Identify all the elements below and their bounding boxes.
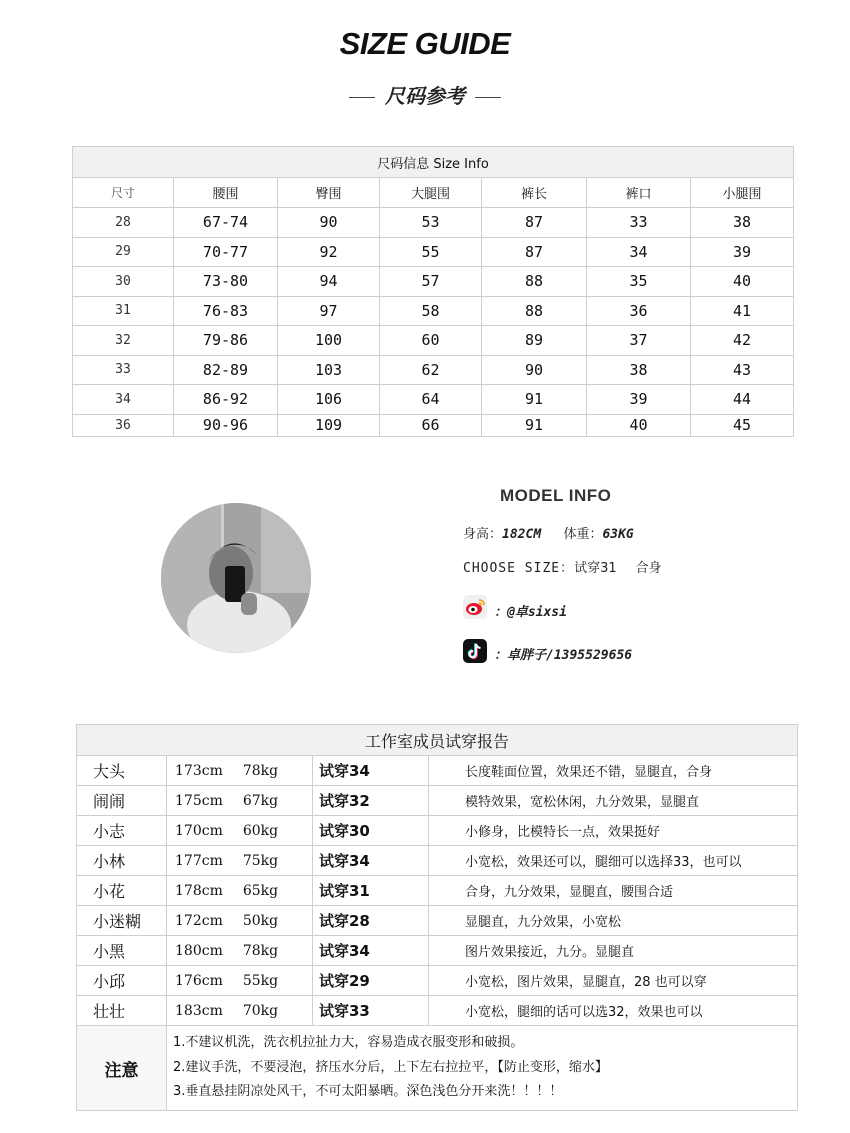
size-column-header: 裤口 <box>587 178 691 208</box>
report-row <box>77 846 798 876</box>
table-cell: 60 <box>380 326 482 356</box>
member-weight: 50kg <box>242 912 279 929</box>
table-cell: 86-92 <box>174 385 278 415</box>
size-table-header <box>73 178 794 208</box>
tried-size: 试穿32 <box>313 786 429 816</box>
table-cell: 37 <box>587 326 691 356</box>
fit-note: 显腿直，九分效果，小宽松 <box>429 906 798 936</box>
report-row <box>77 936 798 966</box>
member-height: 178cm <box>175 882 223 899</box>
report-row <box>77 816 798 846</box>
tried-size: 试穿31 <box>313 876 429 906</box>
member-height: 183cm <box>175 1002 223 1019</box>
member-height: 175cm <box>175 792 223 809</box>
table-cell: 39 <box>691 237 794 267</box>
member-weight: 60kg <box>242 822 279 839</box>
weight-value: 63KG <box>602 527 634 542</box>
table-cell: 33 <box>73 355 174 385</box>
table-cell: 40 <box>691 267 794 297</box>
height-label: 身高： <box>463 527 503 542</box>
table-cell: 92 <box>278 237 380 267</box>
table-cell: 90 <box>278 208 380 238</box>
table-cell: 28 <box>73 208 174 238</box>
choose-fit: 合身 <box>635 561 662 576</box>
table-cell: 45 <box>691 414 794 436</box>
member-name: 大头 <box>77 756 167 786</box>
table-cell: 38 <box>587 355 691 385</box>
member-name: 小迷糊 <box>77 906 167 936</box>
table-cell: 62 <box>380 355 482 385</box>
table-cell: 82-89 <box>174 355 278 385</box>
model-info-title: MODEL INFO <box>500 486 612 505</box>
table-cell: 64 <box>380 385 482 415</box>
model-avatar <box>161 503 311 653</box>
member-weight: 55kg <box>242 972 279 989</box>
member-height-weight <box>167 936 313 966</box>
report-row <box>77 966 798 996</box>
member-height-weight <box>167 846 313 876</box>
table-cell: 90 <box>482 355 587 385</box>
choose-label: CHOOSE SIZE： <box>463 561 575 576</box>
member-weight: 70kg <box>242 1002 279 1019</box>
table-cell: 53 <box>380 208 482 238</box>
douyin-icon[interactable] <box>463 639 487 663</box>
table-cell: 79-86 <box>174 326 278 356</box>
member-weight: 75kg <box>242 852 279 869</box>
table-row <box>73 237 794 267</box>
page-title: SIZE GUIDE <box>339 26 511 61</box>
table-cell: 67-74 <box>174 208 278 238</box>
member-height: 173cm <box>175 762 223 779</box>
table-cell: 41 <box>691 296 794 326</box>
fit-note: 小修身，比模特长一点，效果挺好 <box>429 816 798 846</box>
size-column-header: 腰围 <box>174 178 278 208</box>
page-subtitle <box>0 80 850 109</box>
table-cell: 34 <box>73 385 174 415</box>
member-name: 小花 <box>77 876 167 906</box>
model-choose-size <box>463 557 661 576</box>
table-cell: 94 <box>278 267 380 297</box>
tried-size: 试穿29 <box>313 966 429 996</box>
size-table <box>72 146 794 437</box>
table-cell: 36 <box>73 414 174 436</box>
table-cell: 29 <box>73 237 174 267</box>
table-cell: 38 <box>691 208 794 238</box>
notice-list <box>167 1026 798 1111</box>
table-cell: 33 <box>587 208 691 238</box>
table-cell: 58 <box>380 296 482 326</box>
member-name: 小邱 <box>77 966 167 996</box>
member-weight: 65kg <box>242 882 279 899</box>
report-row <box>77 756 798 786</box>
fitting-report-table <box>76 724 798 1111</box>
tried-size: 试穿30 <box>313 816 429 846</box>
table-cell: 57 <box>380 267 482 297</box>
fit-note: 图片效果接近，九分。显腿直 <box>429 936 798 966</box>
subtitle-text: 尺码参考 <box>385 84 465 108</box>
table-cell: 34 <box>587 237 691 267</box>
divider <box>475 97 501 98</box>
tried-size: 试穿28 <box>313 906 429 936</box>
member-weight: 67kg <box>242 792 279 809</box>
table-cell: 109 <box>278 414 380 436</box>
table-cell: 97 <box>278 296 380 326</box>
size-column-header: 大腿围 <box>380 178 482 208</box>
table-cell: 43 <box>691 355 794 385</box>
douyin-handle: ：卓胖子/1395529656 <box>494 648 633 663</box>
table-cell: 39 <box>587 385 691 415</box>
divider <box>349 97 375 98</box>
member-height-weight <box>167 816 313 846</box>
size-column-header: 小腿围 <box>691 178 794 208</box>
size-column-header: 尺寸 <box>73 178 174 208</box>
fit-note: 合身，九分效果，显腿直，腰围合适 <box>429 876 798 906</box>
table-cell: 91 <box>482 414 587 436</box>
report-row <box>77 876 798 906</box>
member-height-weight <box>167 966 313 996</box>
notice-label: 注意 <box>77 1026 167 1111</box>
member-height-weight <box>167 786 313 816</box>
table-cell: 103 <box>278 355 380 385</box>
fit-note: 小宽松，腿细的话可以选32，效果也可以 <box>429 996 798 1026</box>
weibo-icon[interactable] <box>463 595 487 619</box>
table-cell: 55 <box>380 237 482 267</box>
table-cell: 106 <box>278 385 380 415</box>
member-weight: 78kg <box>242 762 279 779</box>
size-column-header: 臀围 <box>278 178 380 208</box>
table-cell: 89 <box>482 326 587 356</box>
height-value: 182CM <box>502 527 542 542</box>
table-cell: 90-96 <box>174 414 278 436</box>
tried-size: 试穿34 <box>313 936 429 966</box>
member-height: 170cm <box>175 822 223 839</box>
member-name: 小黑 <box>77 936 167 966</box>
weibo-handle: ：@卓sixsi <box>494 605 567 620</box>
table-cell: 76-83 <box>174 296 278 326</box>
member-name: 小林 <box>77 846 167 876</box>
report-row <box>77 786 798 816</box>
fit-note: 小宽松，图片效果，显腿直，28 也可以穿 <box>429 966 798 996</box>
member-height: 177cm <box>175 852 223 869</box>
tried-size: 试穿34 <box>313 756 429 786</box>
weight-label: 体重： <box>563 527 603 542</box>
member-name: 闹闹 <box>77 786 167 816</box>
size-table-title: 尺码信息 Size Info <box>73 147 794 178</box>
member-name: 壮壮 <box>77 996 167 1026</box>
member-height-weight <box>167 876 313 906</box>
table-cell: 70-77 <box>174 237 278 267</box>
fit-note: 小宽松，效果还可以，腿细可以选择33，也可以 <box>429 846 798 876</box>
table-cell: 87 <box>482 208 587 238</box>
tried-size: 试穿33 <box>313 996 429 1026</box>
report-row <box>77 996 798 1026</box>
choose-value: 试穿31 <box>574 561 617 576</box>
table-row <box>73 208 794 238</box>
table-cell: 66 <box>380 414 482 436</box>
size-column-header: 裤长 <box>482 178 587 208</box>
table-cell: 73-80 <box>174 267 278 297</box>
table-cell: 88 <box>482 296 587 326</box>
fit-note: 长度鞋面位置，效果还不错，显腿直，合身 <box>429 756 798 786</box>
member-height-weight <box>167 906 313 936</box>
table-row <box>73 326 794 356</box>
report-row <box>77 906 798 936</box>
table-row <box>73 296 794 326</box>
model-measurements <box>463 523 634 542</box>
table-cell: 30 <box>73 267 174 297</box>
notice-item: 2.建议手洗，不要浸泡，挤压水分后，上下左右拉拉平，【防止变形，缩水】 <box>173 1059 608 1075</box>
table-row <box>73 267 794 297</box>
member-height-weight <box>167 996 313 1026</box>
table-row <box>73 414 794 436</box>
member-height-weight <box>167 756 313 786</box>
member-name: 小志 <box>77 816 167 846</box>
member-height: 180cm <box>175 942 223 959</box>
member-height: 176cm <box>175 972 223 989</box>
member-weight: 78kg <box>242 942 279 959</box>
tried-size: 试穿34 <box>313 846 429 876</box>
table-cell: 40 <box>587 414 691 436</box>
notice-item: 1.不建议机洗，洗衣机拉扯力大，容易造成衣服变形和破损。 <box>173 1035 524 1051</box>
table-row <box>73 385 794 415</box>
table-cell: 91 <box>482 385 587 415</box>
notice-item: 3.垂直悬挂阴凉处风干，不可太阳暴晒。深色浅色分开来洗！！！！ <box>173 1084 563 1100</box>
table-cell: 44 <box>691 385 794 415</box>
table-cell: 35 <box>587 267 691 297</box>
table-cell: 100 <box>278 326 380 356</box>
report-title: 工作室成员试穿报告 <box>77 725 798 756</box>
table-row <box>73 355 794 385</box>
table-cell: 32 <box>73 326 174 356</box>
fit-note: 模特效果，宽松休闲，九分效果，显腿直 <box>429 786 798 816</box>
member-height: 172cm <box>175 912 223 929</box>
table-cell: 36 <box>587 296 691 326</box>
table-cell: 31 <box>73 296 174 326</box>
table-cell: 87 <box>482 237 587 267</box>
table-cell: 42 <box>691 326 794 356</box>
table-cell: 88 <box>482 267 587 297</box>
